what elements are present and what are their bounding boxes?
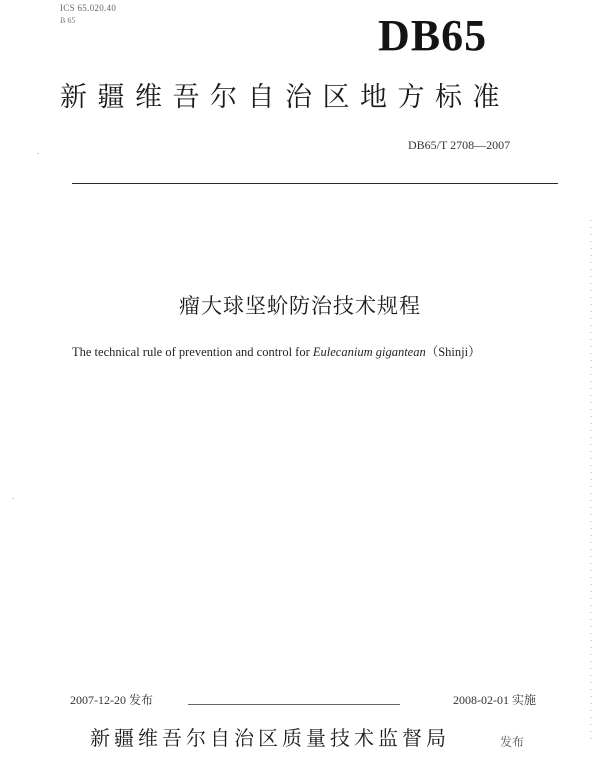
implementation-date [453,691,536,708]
standard-kind-heading: 新疆维吾尔自治区地方标准 [60,82,510,113]
issuing-authority: 新疆维吾尔自治区质量技术监督局 [90,726,450,750]
scan-speck [37,153,39,154]
issue-date [70,691,153,708]
issue-date-value: 2007-12-20 [70,693,126,707]
title-english-prefix: The technical rule of prevention and control for [72,345,313,359]
standard-logo: DB65 [378,11,488,60]
scan-speck [12,498,14,499]
implement-label: 实施 [512,693,537,707]
document-title-english [72,346,481,359]
scan-edge-artifact [590,220,592,740]
implement-date-value: 2008-02-01 [453,693,509,707]
classification-code: B 65 [60,16,76,25]
issue-label: 发布 [129,693,154,707]
document-title-chinese: 瘤大球坚蚧防治技术规程 [179,294,421,318]
issue-date-divider [188,704,400,705]
standard-number: DB65/T 2708—2007 [408,138,511,152]
issuer-suffix: 发布 [500,735,525,749]
title-english-species: Eulecanium gigantean [312,345,426,359]
title-english-suffix: （Shinji） [425,345,481,359]
ics-code: ICS 65.020.40 [60,3,117,13]
header-divider [72,183,558,184]
